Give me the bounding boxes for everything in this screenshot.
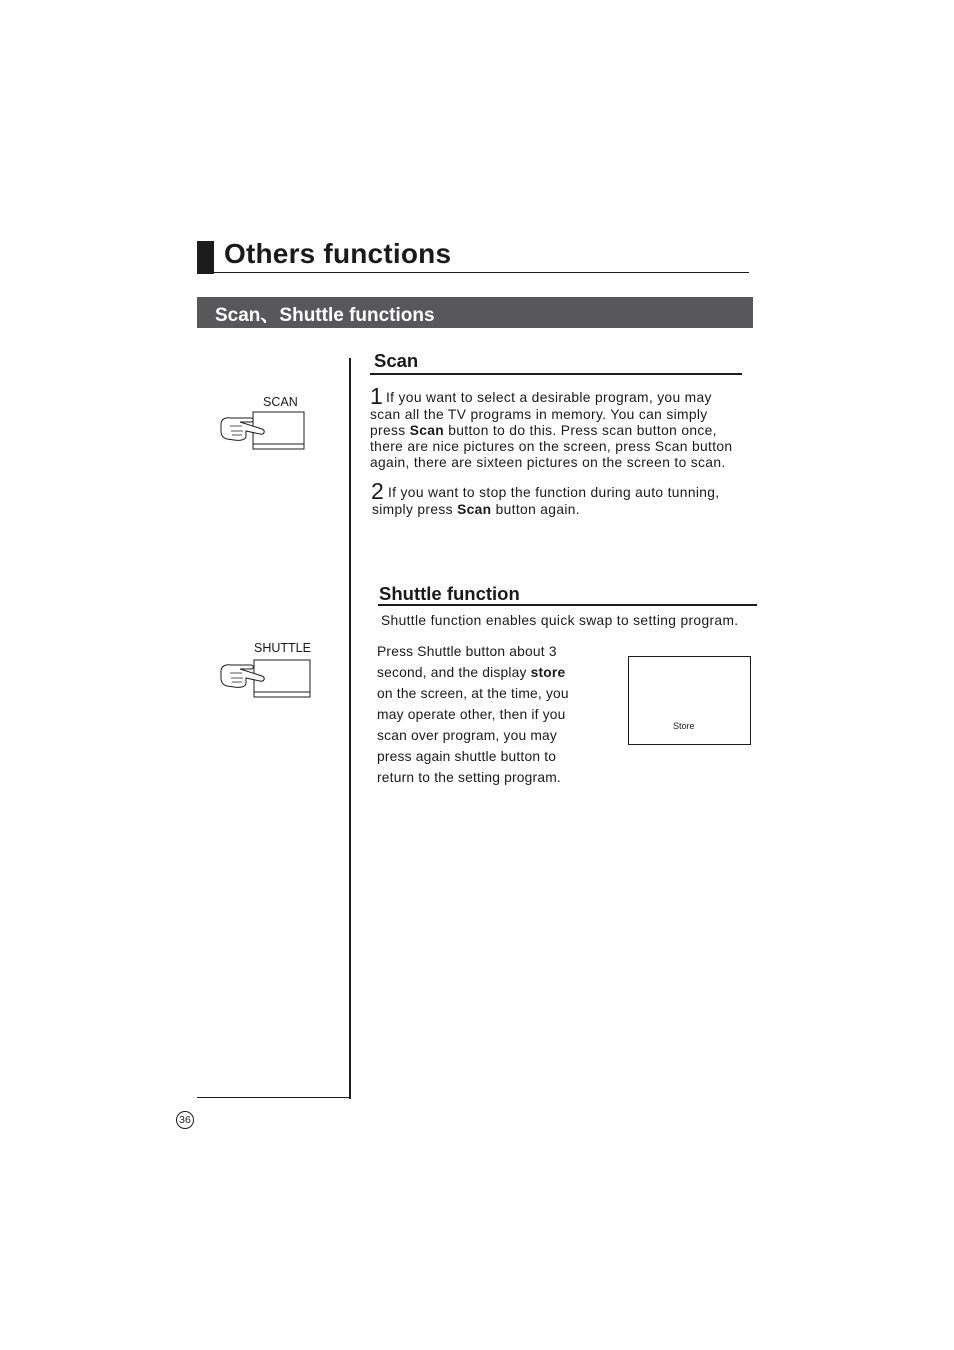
- shuttle-bold-store: store: [530, 665, 566, 680]
- scan-step-1-line-4: there are nice pictures on the screen, press Scan button: [370, 439, 733, 454]
- shuttle-para-line-2: [377, 662, 565, 683]
- tv-screen-illustration: [628, 656, 751, 745]
- shuttle-para-line-5: scan over program, you may: [377, 728, 558, 743]
- scan-step-1-line-5: again, there are sixteen pictures on the screen to scan.: [370, 455, 726, 470]
- scan-step-1-line-2: scan all the TV programs in memory. You can simply: [370, 407, 708, 422]
- section-title: Scan、Shuttle functions: [215, 305, 435, 326]
- title-accent-bar: [197, 241, 214, 274]
- scan-step-2-line-2-prefix: simply press: [372, 502, 453, 517]
- scan-step-2-line-2-suffix: button again.: [495, 502, 580, 517]
- scan-figure-label: SCAN: [263, 395, 298, 409]
- column-divider: [349, 358, 351, 1099]
- shuttle-para-line-7: return to the setting program.: [377, 770, 561, 785]
- hand-press-shuttle-button-icon: [218, 657, 314, 701]
- scan-step-1-line-3-rest: button to do this. Press scan button once,: [448, 423, 717, 438]
- title-underline: [214, 272, 749, 273]
- scan-step-1-number: 1: [370, 383, 383, 409]
- shuttle-para-line-3: on the screen, at the time, you: [377, 686, 569, 701]
- scan-heading-rule: [370, 373, 742, 375]
- shuttle-para-line-2-prefix: second, and the display: [377, 665, 527, 680]
- shuttle-para-line-6: press again shuttle button to: [377, 749, 557, 764]
- screen-store-text: Store: [673, 721, 695, 731]
- bottom-rule: [197, 1097, 351, 1098]
- shuttle-heading: Shuttle function: [379, 583, 520, 604]
- scan-heading: Scan: [374, 350, 419, 371]
- shuttle-para-line-1: Press Shuttle button about 3: [377, 644, 557, 659]
- shuttle-intro: Shuttle function enables quick swap to setting program.: [381, 613, 739, 628]
- scan-step-2-number: 2: [371, 478, 384, 504]
- shuttle-figure-label: SHUTTLE: [254, 641, 311, 655]
- shuttle-para-line-4: may operate other, then if you: [377, 707, 566, 722]
- scan-step-2-line-2: [372, 502, 580, 518]
- scan-step-1-line-1: If you want to select a desirable program, you may: [386, 390, 712, 405]
- page-number: 36: [176, 1111, 194, 1129]
- scan-step-2-bold-scan: Scan: [457, 502, 492, 517]
- scan-step-1-bold-scan: Scan: [409, 423, 445, 438]
- page-title: Others functions: [224, 238, 452, 269]
- scan-step-1-line-3: [370, 423, 717, 439]
- scan-step-2-line-1: If you want to stop the function during auto tunning,: [388, 485, 720, 500]
- shuttle-heading-rule: [378, 604, 757, 606]
- hand-press-scan-button-icon: [218, 410, 310, 452]
- scan-step-1-line-3-prefix: press: [370, 423, 406, 438]
